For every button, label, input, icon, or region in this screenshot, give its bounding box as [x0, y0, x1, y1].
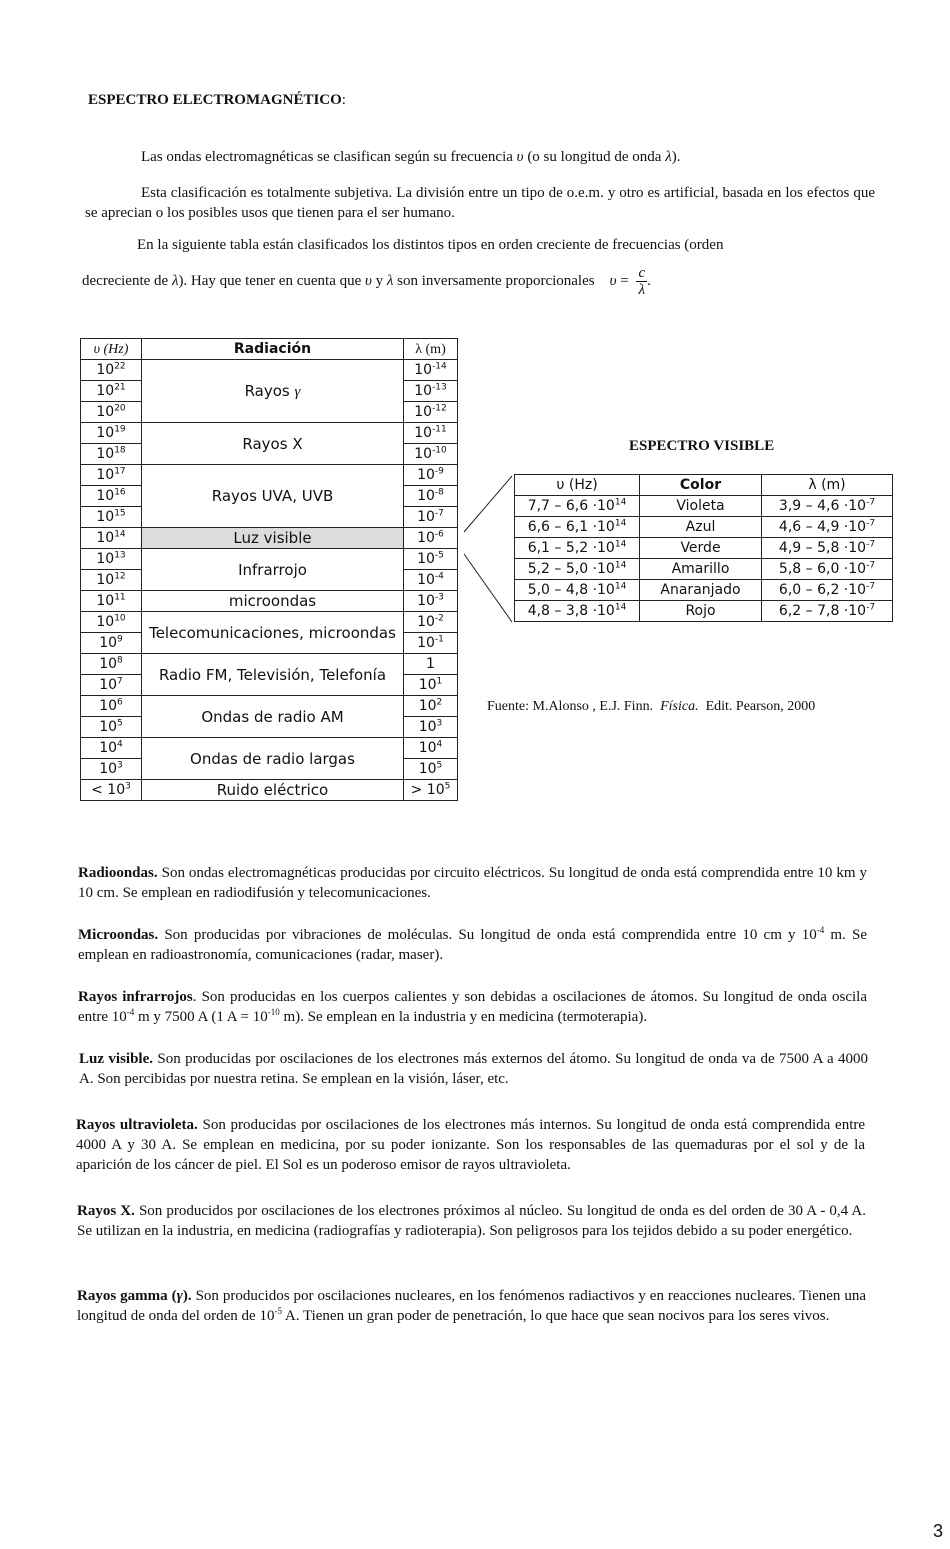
visible-frequency-exponent: 14 — [614, 539, 627, 550]
lambda-symbol: λ — [386, 272, 394, 289]
visible-wavelength: 3,9 – 4,6 ·10 — [778, 498, 867, 514]
desc-exponent: -4 — [126, 1007, 135, 1017]
wavelength-exponent: -13 — [432, 382, 447, 393]
wavelength-exponent: -12 — [432, 403, 447, 414]
header-frequency-text: υ (Hz) — [93, 341, 129, 357]
frequency-exponent: 9 — [117, 634, 123, 645]
radiation-label: Ondas de radio largas — [190, 749, 355, 768]
wavelength-base: 10 — [414, 362, 433, 378]
header-wavelength-text: λ (m) — [415, 341, 446, 357]
frequency-cell — [81, 570, 142, 591]
frequency-base: 10 — [99, 656, 118, 672]
frequency-base: 10 — [96, 467, 115, 483]
fraction-numerator: c — [638, 265, 646, 281]
frequency-base: 10 — [99, 740, 118, 756]
wavelength-base: 10 — [414, 425, 433, 441]
wavelength-exponent: -2 — [434, 613, 444, 624]
desc-text: . Son producidas en los cuerpos calientes y son debidas a oscilaciones de átomos. Su longitud de onda oscila entre 10 — [78, 989, 868, 1025]
visible-wavelength-cell — [762, 580, 893, 601]
table-row — [81, 654, 458, 675]
wavelength-exponent: -9 — [434, 466, 444, 477]
frequency-base: 10 — [99, 677, 118, 693]
visible-frequency-exponent: 14 — [614, 518, 627, 529]
frequency-base: 10 — [96, 362, 115, 378]
wavelength-cell — [404, 780, 458, 801]
frequency-exponent: 19 — [114, 424, 126, 435]
frequency-exponent: 10 — [114, 613, 126, 624]
wavelength-base: 10 — [417, 509, 435, 525]
frequency-cell — [81, 465, 142, 486]
visible-color-cell: Azul — [640, 517, 762, 538]
wavelength-exponent: 1 — [436, 676, 443, 687]
visible-spectrum-title: ESPECTRO VISIBLE — [629, 438, 775, 454]
visible-frequency: 5,2 – 5,0 ·10 — [527, 561, 615, 577]
wavelength-cell — [404, 465, 458, 486]
header-wavelength — [404, 339, 458, 360]
desc-exponent: -10 — [267, 1007, 280, 1017]
visible-wavelength-cell — [762, 517, 893, 538]
source-citation — [487, 699, 815, 715]
visible-wavelength: 4,9 – 5,8 ·10 — [778, 540, 867, 556]
fraction-c-over-lambda — [636, 265, 647, 298]
nu-symbol: υ — [516, 149, 524, 165]
frequency-base: 10 — [96, 509, 115, 525]
desc-text: Son producidos por oscilaciones de los electrones próximos al núcleo. Su longitud de onda es del orden de 30 A - 0,4 A. Se utilizan en la industria, en medicina (radiografías y radioterapia). Son peligrosos para los tejidos debido a su poder energético. — [77, 1203, 867, 1239]
title-text: ESPECTRO ELECTROMAGNÉTICO — [88, 92, 342, 108]
frequency-cell — [81, 423, 142, 444]
visible-wavelength-exponent: -7 — [866, 602, 876, 613]
visible-header-wavelength-text: λ (m) — [808, 477, 846, 493]
visible-color-cell: Rojo — [640, 601, 762, 622]
frequency-exponent: 12 — [114, 571, 126, 582]
table-row — [81, 612, 458, 633]
frequency-exponent: 8 — [117, 655, 123, 666]
frequency-exponent: 15 — [114, 508, 126, 519]
visible-color-cell: Anaranjado — [640, 580, 762, 601]
visible-frequency: 4,8 – 3,8 ·10 — [527, 603, 615, 619]
visible-header-row — [515, 475, 893, 496]
radiation-gamma — [142, 360, 404, 423]
radiation-long — [142, 738, 404, 780]
wavelength-exponent: 3 — [436, 718, 443, 729]
intro-paragraph-2: Esta clasificación es totalmente subjetiva. La división entre un tipo de o.e.m. y otro es artificial, basada en los efectos que se aprecian o los posibles usos que tienen para el ser humano. — [85, 185, 875, 221]
visible-frequency-cell — [515, 496, 640, 517]
visible-wavelength-exponent: -7 — [866, 581, 876, 592]
radiation-uv — [142, 465, 404, 528]
desc-exponent: -4 — [816, 925, 825, 935]
visible-frequency-cell — [515, 559, 640, 580]
frequency-base: 10 — [96, 614, 115, 630]
intro-paragraph-1 — [141, 147, 861, 167]
visible-wavelength: 4,6 – 4,9 ·10 — [778, 519, 867, 535]
radiation-x — [142, 423, 404, 465]
table-row — [81, 423, 458, 444]
connector-bottom-line — [464, 554, 512, 622]
visible-row — [515, 601, 893, 622]
radiation-label: Radio FM, Televisión, Telefonía — [158, 665, 387, 684]
wavelength-cell — [404, 381, 458, 402]
desc-heading-text: ). — [182, 1288, 192, 1304]
desc-text: A. Tienen un gran poder de penetración, lo que hace que sean nocivos para los seres vivos. — [281, 1308, 830, 1324]
wavelength-cell — [404, 486, 458, 507]
table-row — [81, 465, 458, 486]
frequency-base: 10 — [96, 593, 115, 609]
table-header-row — [81, 339, 458, 360]
intro-text: En la siguiente tabla están clasificados los distintos tipos en orden creciente de frecuencias (orden — [137, 237, 724, 253]
wavelength-base: 10 — [417, 614, 435, 630]
radiation-label: microondas — [228, 592, 317, 610]
visible-frequency: 6,1 – 5,2 ·10 — [527, 540, 615, 556]
desc-text: Son producidas por vibraciones de moléculas. Su longitud de onda está comprendida entre 10 cm y 10 — [164, 927, 817, 943]
wavelength-exponent: -4 — [434, 571, 444, 582]
desc-text: m. Se emplean en radioastronomía, comunicaciones (radar, maser). — [78, 927, 868, 963]
frequency-cell — [81, 381, 142, 402]
radiation-label: Rayos — [244, 381, 290, 400]
radiation-label: Luz visible — [233, 529, 312, 547]
table-row — [81, 528, 458, 549]
wavelength-cell — [404, 612, 458, 633]
radiation-fm — [142, 654, 404, 696]
desc-text: Son ondas electromagnéticas producidas por circuito eléctricos. Su longitud de onda está comprendida entre 10 km y 10 cm. Se emplean en radiodifusión y telecomunicaciones. — [78, 865, 868, 901]
connector-top-line — [464, 476, 512, 532]
frequency-cell — [81, 528, 142, 549]
radiation-label: Ruido eléctrico — [216, 781, 329, 799]
wavelength-base: 10 — [414, 383, 433, 399]
visible-wavelength-exponent: -7 — [866, 497, 876, 508]
visible-wavelength-cell — [762, 559, 893, 580]
wavelength-base: 1 — [426, 656, 435, 672]
wavelength-exponent: -8 — [434, 487, 444, 498]
intro-line-2 — [82, 265, 872, 298]
visible-frequency-exponent: 14 — [614, 497, 627, 508]
frequency-exponent: 17 — [114, 466, 126, 477]
wavelength-cell — [404, 633, 458, 654]
desc-infrared — [78, 987, 867, 1027]
wavelength-base: 10 — [417, 467, 435, 483]
frequency-base: 10 — [96, 425, 115, 441]
desc-text: m). Se emplean en la industria y en medicina (termoterapia). — [279, 1009, 648, 1025]
wavelength-cell — [404, 675, 458, 696]
radiation-telecom — [142, 612, 404, 654]
frequency-exponent: 5 — [117, 718, 123, 729]
wavelength-exponent: -6 — [434, 529, 444, 540]
visible-wavelength-cell — [762, 538, 893, 559]
visible-frequency-cell — [515, 580, 640, 601]
visible-frequency-exponent: 14 — [614, 560, 627, 571]
frequency-cell — [81, 612, 142, 633]
visible-wavelength-exponent: -7 — [866, 560, 876, 571]
frequency-cell — [81, 549, 142, 570]
frequency-cell — [81, 717, 142, 738]
frequency-exponent: 20 — [114, 403, 126, 414]
desc-heading-text: Rayos gamma ( — [77, 1288, 177, 1304]
wavelength-base: 10 — [417, 593, 435, 609]
desc-heading: Microondas. — [78, 927, 159, 943]
desc-gamma — [77, 1286, 866, 1326]
intro-text: ). — [671, 149, 681, 165]
visible-wavelength-cell — [762, 496, 893, 517]
intro-text: ). Hay que tener en cuenta que — [178, 272, 362, 289]
frequency-exponent: 22 — [114, 361, 126, 372]
wavelength-cell — [404, 423, 458, 444]
radiation-label: Rayos UVA, UVB — [211, 487, 334, 505]
frequency-cell — [81, 654, 142, 675]
visible-color-cell: Violeta — [640, 496, 762, 517]
intro-text: decreciente de — [82, 272, 169, 289]
frequency-base: 10 — [96, 530, 115, 546]
wavelength-exponent: 5 — [444, 781, 451, 792]
wavelength-cell — [404, 402, 458, 423]
wavelength-base: 10 — [418, 719, 437, 735]
frequency-exponent: 16 — [114, 487, 126, 498]
frequency-cell — [81, 780, 142, 801]
frequency-cell — [81, 591, 142, 612]
wavelength-exponent: 5 — [436, 760, 443, 771]
desc-text: Son producidas por oscilaciones de los electrones más internos. Su longitud de onda está comprendida entre 4000 A y 30 A. Se emplean en medicina, por su poder ionizante. Son los responsables de las quemaduras por el sol y de la aparición de los cáncer de piel. El Sol es un poderoso emisor de rayos ultravioleta. — [76, 1117, 866, 1173]
radiation-label: Ondas de radio AM — [201, 707, 344, 726]
desc-heading: Rayos X. — [77, 1203, 135, 1219]
visible-wavelength: 6,0 – 6,2 ·10 — [778, 582, 867, 598]
wavelength-base: 10 — [414, 446, 433, 462]
desc-heading: Luz visible. — [79, 1051, 153, 1067]
spectrum-table — [80, 338, 458, 801]
wavelength-cell — [404, 528, 458, 549]
wavelength-cell — [404, 696, 458, 717]
visible-row — [515, 580, 893, 601]
wavelength-exponent: 2 — [436, 697, 443, 708]
visible-frequency: 7,7 – 6,6 ·10 — [527, 498, 615, 514]
visible-frequency: 6,6 – 6,1 ·10 — [527, 519, 615, 535]
desc-heading: Rayos ultravioleta. — [76, 1117, 198, 1133]
wavelength-base: 10 — [418, 698, 437, 714]
wavelength-base: 10 — [418, 761, 437, 777]
frequency-base: 10 — [96, 404, 115, 420]
page-title — [88, 92, 346, 109]
table-row — [81, 591, 458, 612]
frequency-base: 10 — [99, 698, 118, 714]
radiation-micro — [142, 591, 404, 612]
visible-wavelength: 6,2 – 7,8 ·10 — [778, 603, 867, 619]
visible-header-color: Color — [640, 475, 762, 496]
wavelength-cell — [404, 444, 458, 465]
wavelength-base: 10 — [414, 404, 433, 420]
wavelength-base: 10 — [418, 677, 437, 693]
header-radiation: Radiación — [142, 339, 404, 360]
gamma-symbol: γ — [176, 1288, 183, 1304]
visible-row — [515, 559, 893, 580]
frequency-base: 10 — [96, 383, 115, 399]
table-row — [81, 360, 458, 381]
frequency-cell — [81, 675, 142, 696]
frequency-cell — [81, 738, 142, 759]
frequency-exponent: 4 — [117, 739, 123, 750]
radiation-am — [142, 696, 404, 738]
desc-xrays — [77, 1201, 866, 1241]
radiation-label: Infrarrojo — [238, 560, 307, 579]
frequency-cell — [81, 402, 142, 423]
frequency-base: 10 — [99, 719, 118, 735]
intro-text: son inversamente proporcionales — [397, 272, 595, 289]
frequency-exponent: 21 — [114, 382, 126, 393]
wavelength-cell — [404, 507, 458, 528]
radiation-noise — [142, 780, 404, 801]
visible-frequency-cell — [515, 538, 640, 559]
visible-header-frequency — [515, 475, 640, 496]
nu-symbol: υ — [365, 272, 372, 289]
source-book: Física. — [660, 699, 699, 714]
wavelength-base: 10 — [418, 740, 437, 756]
intro-text: Las ondas electromagnéticas se clasifican según su frecuencia — [141, 149, 513, 165]
lambda-symbol: λ — [171, 272, 179, 289]
visible-frequency: 5,0 – 4,8 ·10 — [527, 582, 615, 598]
visible-wavelength-exponent: -7 — [866, 518, 876, 529]
wavelength-cell — [404, 549, 458, 570]
table-row — [81, 549, 458, 570]
radiation-ir — [142, 549, 404, 591]
desc-text: Son producidas por oscilaciones de los electrones más externos del átomo. Su longitud de onda va de 7500 A a 4000 A. Son percibidas por nuestra retina. Se emplean en la visión, láser, etc. — [79, 1051, 869, 1087]
visible-frequency-cell — [515, 517, 640, 538]
visible-color-cell: Amarillo — [640, 559, 762, 580]
frequency-exponent: 18 — [114, 445, 126, 456]
frequency-cell — [81, 507, 142, 528]
wavelength-exponent: -5 — [434, 550, 444, 561]
wavelength-base: 10 — [417, 488, 435, 504]
equals-sign: = — [620, 272, 629, 289]
lambda-symbol: λ — [665, 149, 672, 165]
wavelength-base: 10 — [417, 551, 435, 567]
visible-row — [515, 517, 893, 538]
visible-frequency-exponent: 14 — [614, 581, 627, 592]
frequency-exponent: 3 — [117, 760, 123, 771]
desc-exponent: -5 — [274, 1306, 282, 1316]
gamma-symbol: γ — [294, 383, 301, 400]
wavelength-cell — [404, 360, 458, 381]
visible-color-cell: Verde — [640, 538, 762, 559]
radiation-label: Telecomunicaciones, microondas — [149, 623, 396, 642]
frequency-base: 10 — [99, 635, 118, 651]
intro-text: . — [647, 272, 651, 289]
wavelength-exponent: -1 — [434, 634, 444, 645]
wavelength-base: 10 — [417, 572, 435, 588]
table-row — [81, 780, 458, 801]
visible-row — [515, 538, 893, 559]
desc-text: Son producidos por oscilaciones nucleares, en los fenómenos radiactivos y en reacciones nucleares. Tienen una longitud de onda del orden de 10 — [77, 1288, 867, 1324]
wavelength-base: 10 — [417, 530, 435, 546]
intro-text: (o su longitud de onda — [527, 149, 662, 165]
frequency-cell — [81, 696, 142, 717]
table-row — [81, 696, 458, 717]
frequency-exponent: 3 — [125, 781, 131, 792]
wavelength-cell — [404, 759, 458, 780]
wavelength-base: > 10 — [410, 782, 445, 798]
frequency-cell — [81, 444, 142, 465]
frequency-exponent: 6 — [117, 697, 123, 708]
fraction-denominator: λ — [638, 282, 646, 298]
wavelength-exponent: -10 — [432, 445, 447, 456]
wavelength-exponent: -14 — [432, 361, 447, 372]
wavelength-cell — [404, 591, 458, 612]
visible-frequency-cell — [515, 601, 640, 622]
wavelength-exponent: 4 — [436, 739, 443, 750]
desc-radio — [78, 863, 867, 903]
wavelength-cell — [404, 570, 458, 591]
wavelength-cell — [404, 738, 458, 759]
wavelength-cell — [404, 717, 458, 738]
visible-wavelength-exponent: -7 — [866, 539, 876, 550]
nu-symbol: υ — [609, 272, 617, 289]
frequency-base: 10 — [96, 488, 115, 504]
wavelength-base: 10 — [417, 635, 435, 651]
title-colon: : — [341, 92, 346, 108]
wavelength-exponent: -7 — [434, 508, 444, 519]
frequency-base: 10 — [96, 572, 115, 588]
desc-heading — [77, 1288, 192, 1304]
source-publisher: Edit. Pearson, 2000 — [705, 699, 816, 714]
zoom-connector-lines — [460, 470, 516, 630]
frequency-exponent: 13 — [114, 550, 126, 561]
desc-heading: Radioondas. — [78, 865, 158, 881]
radiation-label: Rayos X — [242, 434, 303, 453]
desc-visible — [79, 1049, 868, 1089]
frequency-cell — [81, 633, 142, 654]
wavelength-exponent: -11 — [432, 424, 447, 435]
frequency-base: 10 — [96, 446, 115, 462]
source-authors: Fuente: M.Alonso , E.J. Finn. — [487, 699, 654, 714]
radiation-visible — [142, 528, 404, 549]
frequency-exponent: 11 — [114, 592, 126, 603]
intro-paragraph-3 — [82, 235, 872, 298]
header-frequency — [81, 339, 142, 360]
table-row — [81, 738, 458, 759]
visible-spectrum-table — [514, 474, 893, 622]
frequency-exponent: 7 — [117, 676, 123, 687]
intro-text: y — [375, 272, 384, 289]
frequency-cell — [81, 360, 142, 381]
visible-header-wavelength — [762, 475, 893, 496]
frequency-base: < 10 — [91, 782, 126, 798]
desc-microwaves — [78, 925, 867, 965]
visible-wavelength-cell — [762, 601, 893, 622]
wavelength-exponent: -3 — [434, 592, 444, 603]
frequency-cell — [81, 759, 142, 780]
frequency-base: 10 — [99, 761, 118, 777]
frequency-exponent: 14 — [114, 529, 126, 540]
desc-text: m y 7500 A (1 A = 10 — [134, 1009, 268, 1025]
visible-frequency-exponent: 14 — [614, 602, 627, 613]
frequency-cell — [81, 486, 142, 507]
desc-heading: Rayos infrarrojos — [78, 989, 193, 1005]
desc-ultraviolet — [76, 1115, 865, 1175]
visible-header-frequency-text: υ (Hz) — [556, 477, 598, 493]
page-number: 3 — [932, 1521, 943, 1541]
visible-wavelength: 5,8 – 6,0 ·10 — [778, 561, 867, 577]
visible-row — [515, 496, 893, 517]
frequency-base: 10 — [96, 551, 115, 567]
wavelength-cell — [404, 654, 458, 675]
